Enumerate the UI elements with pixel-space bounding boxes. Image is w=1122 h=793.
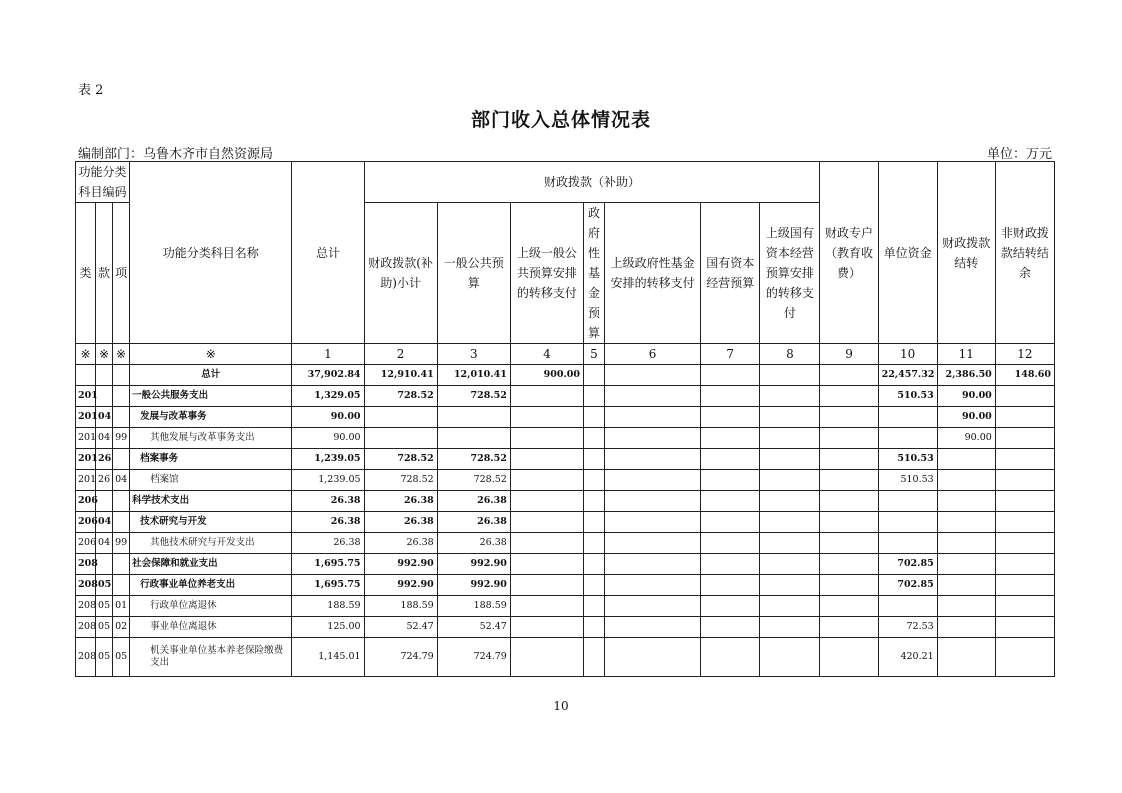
value-cell: [510, 533, 583, 554]
value-cell: [995, 575, 1054, 596]
value-cell: [820, 512, 878, 533]
value-cell: [583, 449, 604, 470]
value-cell: [760, 407, 820, 428]
subject-name-cell: 一般公共服务支出: [130, 386, 292, 407]
code-xiang-cell: [113, 491, 130, 512]
value-cell: [820, 617, 878, 638]
value-cell: [820, 407, 878, 428]
value-cell: [605, 365, 701, 386]
header-lei: 类: [76, 203, 96, 344]
code-lei-cell: 206: [76, 533, 96, 554]
value-cell: [820, 386, 878, 407]
code-xiang-cell: [113, 449, 130, 470]
value-cell: [760, 596, 820, 617]
value-cell: [605, 449, 701, 470]
code-lei-cell: 206: [76, 491, 96, 512]
value-cell: [701, 575, 760, 596]
value-cell: [701, 365, 760, 386]
code-lei-cell: [76, 365, 96, 386]
header-general-budget: 一般公共预算: [437, 203, 510, 344]
code-xiang-cell: 04: [113, 470, 130, 491]
header-special-edu: 财政专户（教育收费）: [820, 162, 878, 344]
value-cell: 702.85: [878, 554, 937, 575]
value-cell: [995, 533, 1054, 554]
code-kuan-cell: 04: [96, 533, 113, 554]
value-cell: [510, 491, 583, 512]
value-cell: [605, 533, 701, 554]
value-cell: 90.00: [937, 428, 995, 449]
header-fiscal-subtotal: 财政拨款(补助)小计: [364, 203, 437, 344]
code-kuan-cell: [96, 365, 113, 386]
table-row: [76, 407, 1055, 428]
value-cell: [820, 428, 878, 449]
column-index: 10: [878, 344, 937, 365]
value-cell: [605, 470, 701, 491]
value-cell: 992.90: [364, 575, 437, 596]
value-cell: [583, 428, 604, 449]
department-label: 编制部门：乌鲁木齐市自然资源局: [78, 147, 274, 162]
value-cell: 72.53: [878, 617, 937, 638]
code-kuan-cell: 26: [96, 449, 113, 470]
value-cell: [583, 512, 604, 533]
subject-name-cell: 发展与改革事务: [130, 407, 292, 428]
value-cell: [605, 617, 701, 638]
code-lei-cell: 208: [76, 638, 96, 677]
code-lei-cell: 206: [76, 512, 96, 533]
code-kuan-cell: [96, 386, 113, 407]
value-cell: [937, 491, 995, 512]
subject-name-cell: 科学技术支出: [130, 491, 292, 512]
value-cell: [937, 575, 995, 596]
value-cell: [583, 554, 604, 575]
value-cell: 26.38: [437, 491, 510, 512]
value-cell: 2,386.50: [937, 365, 995, 386]
subject-name-cell: 机关事业单位基本养老保险缴费支出: [130, 638, 292, 677]
code-lei-cell: 201: [76, 386, 96, 407]
table-row: [76, 554, 1055, 575]
value-cell: 12,010.41: [437, 365, 510, 386]
header-xiang: 项: [113, 203, 130, 344]
code-kuan-cell: [96, 491, 113, 512]
value-cell: 728.52: [364, 470, 437, 491]
value-cell: 52.47: [437, 617, 510, 638]
value-cell: 26.38: [292, 491, 364, 512]
value-cell: [701, 617, 760, 638]
value-cell: [583, 638, 604, 677]
page-title: 部门收入总体情况表: [470, 109, 651, 131]
value-cell: 188.59: [364, 596, 437, 617]
value-cell: [583, 617, 604, 638]
code-kuan-cell: 04: [96, 428, 113, 449]
value-cell: [995, 638, 1054, 677]
mark-cell: ※: [130, 344, 292, 365]
table-row: [76, 575, 1055, 596]
page-number: 10: [553, 699, 569, 713]
value-cell: [995, 491, 1054, 512]
value-cell: [760, 449, 820, 470]
value-cell: [701, 554, 760, 575]
value-cell: 510.53: [878, 449, 937, 470]
value-cell: [701, 512, 760, 533]
value-cell: [937, 638, 995, 677]
value-cell: [701, 449, 760, 470]
value-cell: [995, 554, 1054, 575]
unit-label: 单位：万元: [986, 147, 1052, 162]
value-cell: [701, 596, 760, 617]
value-cell: 26.38: [364, 533, 437, 554]
mark-cell: ※: [96, 344, 113, 365]
value-cell: [995, 617, 1054, 638]
code-xiang-cell: [113, 407, 130, 428]
value-cell: [995, 428, 1054, 449]
value-cell: [878, 512, 937, 533]
value-cell: [583, 575, 604, 596]
value-cell: 37,902.84: [292, 365, 364, 386]
value-cell: [760, 470, 820, 491]
value-cell: [878, 491, 937, 512]
column-index: 9: [820, 344, 878, 365]
subject-name-cell: 总计: [130, 365, 292, 386]
value-cell: 702.85: [878, 575, 937, 596]
table-row: [76, 596, 1055, 617]
value-cell: 900.00: [510, 365, 583, 386]
value-cell: [760, 638, 820, 677]
value-cell: [605, 386, 701, 407]
value-cell: [878, 533, 937, 554]
subject-name-cell: 档案事务: [130, 449, 292, 470]
value-cell: 728.52: [437, 470, 510, 491]
value-cell: [605, 428, 701, 449]
value-cell: [760, 491, 820, 512]
value-cell: [937, 512, 995, 533]
header-state-capital: 国有资本经营预算: [701, 203, 760, 344]
value-cell: [510, 386, 583, 407]
value-cell: [820, 554, 878, 575]
value-cell: 1,329.05: [292, 386, 364, 407]
value-cell: [605, 491, 701, 512]
subject-name-cell: 其他发展与改革事务支出: [130, 428, 292, 449]
column-index: 7: [701, 344, 760, 365]
table-row: [76, 428, 1055, 449]
value-cell: [701, 638, 760, 677]
value-cell: [937, 449, 995, 470]
header-kuan: 款: [96, 203, 113, 344]
value-cell: 420.21: [878, 638, 937, 677]
mark-cell: ※: [76, 344, 96, 365]
code-lei-cell: 208: [76, 617, 96, 638]
code-xiang-cell: [113, 365, 130, 386]
value-cell: [820, 491, 878, 512]
value-cell: [760, 512, 820, 533]
header-fiscal-carryover: 财政拨款结转: [937, 162, 995, 344]
value-cell: [995, 407, 1054, 428]
value-cell: 90.00: [937, 407, 995, 428]
value-cell: 90.00: [937, 386, 995, 407]
value-cell: 188.59: [292, 596, 364, 617]
code-xiang-cell: 02: [113, 617, 130, 638]
value-cell: [701, 386, 760, 407]
column-index: 5: [583, 344, 604, 365]
value-cell: [937, 533, 995, 554]
value-cell: [701, 407, 760, 428]
value-cell: 26.38: [364, 512, 437, 533]
value-cell: 26.38: [437, 533, 510, 554]
value-cell: [364, 407, 437, 428]
header-total: 总计: [292, 162, 364, 344]
value-cell: [583, 407, 604, 428]
table-row: [76, 533, 1055, 554]
subject-name-cell: 事业单位离退休: [130, 617, 292, 638]
subject-name-cell: 行政单位离退休: [130, 596, 292, 617]
code-lei-cell: 201: [76, 449, 96, 470]
value-cell: [583, 365, 604, 386]
value-cell: [820, 638, 878, 677]
value-cell: 90.00: [292, 428, 364, 449]
value-cell: [510, 596, 583, 617]
value-cell: [760, 575, 820, 596]
value-cell: [820, 533, 878, 554]
code-xiang-cell: [113, 386, 130, 407]
code-kuan-cell: 05: [96, 575, 113, 596]
value-cell: [510, 449, 583, 470]
code-lei-cell: 208: [76, 596, 96, 617]
value-cell: [760, 365, 820, 386]
value-cell: [995, 470, 1054, 491]
header-upper-fund-transfer: 上级政府性基金安排的转移支付: [605, 203, 701, 344]
value-cell: [510, 407, 583, 428]
code-xiang-cell: 99: [113, 428, 130, 449]
value-cell: [878, 428, 937, 449]
column-index: 3: [437, 344, 510, 365]
value-cell: 992.90: [437, 554, 510, 575]
subject-name-cell: 档案馆: [130, 470, 292, 491]
value-cell: [437, 428, 510, 449]
value-cell: 26.38: [437, 512, 510, 533]
header-upper-general-transfer: 上级一般公共预算安排的转移支付: [510, 203, 583, 344]
mark-cell: ※: [113, 344, 130, 365]
value-cell: [605, 407, 701, 428]
value-cell: [760, 617, 820, 638]
code-lei-cell: 201: [76, 428, 96, 449]
value-cell: 510.53: [878, 386, 937, 407]
value-cell: [364, 428, 437, 449]
code-xiang-cell: [113, 575, 130, 596]
value-cell: 52.47: [364, 617, 437, 638]
value-cell: [760, 533, 820, 554]
subject-name-cell: 技术研究与开发: [130, 512, 292, 533]
column-index: 8: [760, 344, 820, 365]
value-cell: [937, 470, 995, 491]
code-kuan-cell: 04: [96, 407, 113, 428]
code-kuan-cell: 05: [96, 596, 113, 617]
table-row: [76, 638, 1055, 677]
value-cell: [701, 533, 760, 554]
value-cell: 125.00: [292, 617, 364, 638]
value-cell: 1,695.75: [292, 575, 364, 596]
value-cell: 724.79: [437, 638, 510, 677]
value-cell: 1,145.01: [292, 638, 364, 677]
column-index: 11: [937, 344, 995, 365]
table-row: [76, 617, 1055, 638]
value-cell: 22,457.32: [878, 365, 937, 386]
value-cell: [605, 575, 701, 596]
value-cell: 188.59: [437, 596, 510, 617]
header-fiscal-group: 财政拨款（补助）: [364, 162, 820, 203]
table-row: [76, 491, 1055, 512]
value-cell: [701, 428, 760, 449]
value-cell: 724.79: [364, 638, 437, 677]
value-cell: [583, 386, 604, 407]
code-xiang-cell: [113, 554, 130, 575]
table-body: [76, 365, 1055, 677]
value-cell: [510, 554, 583, 575]
value-cell: [583, 491, 604, 512]
value-cell: [878, 407, 937, 428]
value-cell: [583, 470, 604, 491]
value-cell: [701, 491, 760, 512]
column-index: 12: [995, 344, 1054, 365]
value-cell: 728.52: [364, 449, 437, 470]
code-xiang-cell: 99: [113, 533, 130, 554]
value-cell: [995, 386, 1054, 407]
value-cell: [510, 512, 583, 533]
table-row: [76, 386, 1055, 407]
value-cell: [995, 512, 1054, 533]
value-cell: 26.38: [364, 491, 437, 512]
value-cell: [760, 386, 820, 407]
value-cell: 90.00: [292, 407, 364, 428]
value-cell: [820, 575, 878, 596]
value-cell: [437, 407, 510, 428]
value-cell: [995, 449, 1054, 470]
code-kuan-cell: 04: [96, 512, 113, 533]
value-cell: [937, 554, 995, 575]
value-cell: 728.52: [437, 386, 510, 407]
table-row: [76, 449, 1055, 470]
column-index: 2: [364, 344, 437, 365]
subject-name-cell: 其他技术研究与开发支出: [130, 533, 292, 554]
value-cell: 728.52: [364, 386, 437, 407]
value-cell: [937, 617, 995, 638]
value-cell: 12,910.41: [364, 365, 437, 386]
header-func-code: 功能分类科目编码: [76, 162, 130, 203]
code-lei-cell: 208: [76, 575, 96, 596]
value-cell: 510.53: [878, 470, 937, 491]
value-cell: [605, 554, 701, 575]
header-upper-capital-transfer: 上级国有资本经营预算安排的转移支付: [760, 203, 820, 344]
value-cell: [583, 596, 604, 617]
subject-name-cell: 社会保障和就业支出: [130, 554, 292, 575]
column-index: 4: [510, 344, 583, 365]
value-cell: [605, 596, 701, 617]
value-cell: [878, 596, 937, 617]
code-lei-cell: 201: [76, 470, 96, 491]
value-cell: [510, 638, 583, 677]
header-func-name: 功能分类科目名称: [130, 162, 292, 344]
value-cell: 992.90: [437, 575, 510, 596]
value-cell: [510, 575, 583, 596]
value-cell: [605, 638, 701, 677]
value-cell: [820, 596, 878, 617]
value-cell: 1,239.05: [292, 470, 364, 491]
code-kuan-cell: 05: [96, 617, 113, 638]
value-cell: 1,695.75: [292, 554, 364, 575]
column-index: 1: [292, 344, 364, 365]
value-cell: [510, 428, 583, 449]
value-cell: [605, 512, 701, 533]
value-cell: [701, 470, 760, 491]
code-kuan-cell: 26: [96, 470, 113, 491]
value-cell: [995, 596, 1054, 617]
value-cell: [760, 428, 820, 449]
code-kuan-cell: 05: [96, 638, 113, 677]
header-unit-funds: 单位资金: [878, 162, 937, 344]
value-cell: 26.38: [292, 533, 364, 554]
header-nonfiscal-carryover: 非财政拨款结转结余: [995, 162, 1054, 344]
value-cell: 992.90: [364, 554, 437, 575]
table-row: [76, 470, 1055, 491]
value-cell: [760, 554, 820, 575]
code-lei-cell: 201: [76, 407, 96, 428]
table-row: [76, 512, 1055, 533]
code-lei-cell: 208: [76, 554, 96, 575]
value-cell: 26.38: [292, 512, 364, 533]
value-cell: 1,239.05: [292, 449, 364, 470]
value-cell: 148.60: [995, 365, 1054, 386]
code-xiang-cell: 01: [113, 596, 130, 617]
value-cell: [820, 470, 878, 491]
value-cell: [937, 596, 995, 617]
header-gov-fund: 政府性基金预算: [583, 203, 604, 344]
table-label: 表 2: [78, 83, 104, 98]
total-row: [76, 365, 1055, 386]
value-cell: [583, 533, 604, 554]
value-cell: [820, 365, 878, 386]
code-xiang-cell: [113, 512, 130, 533]
column-index: 6: [605, 344, 701, 365]
value-cell: [820, 449, 878, 470]
value-cell: [510, 470, 583, 491]
income-table: [75, 161, 1055, 677]
code-kuan-cell: [96, 554, 113, 575]
value-cell: 728.52: [437, 449, 510, 470]
code-xiang-cell: 05: [113, 638, 130, 677]
value-cell: [510, 617, 583, 638]
subject-name-cell: 行政事业单位养老支出: [130, 575, 292, 596]
